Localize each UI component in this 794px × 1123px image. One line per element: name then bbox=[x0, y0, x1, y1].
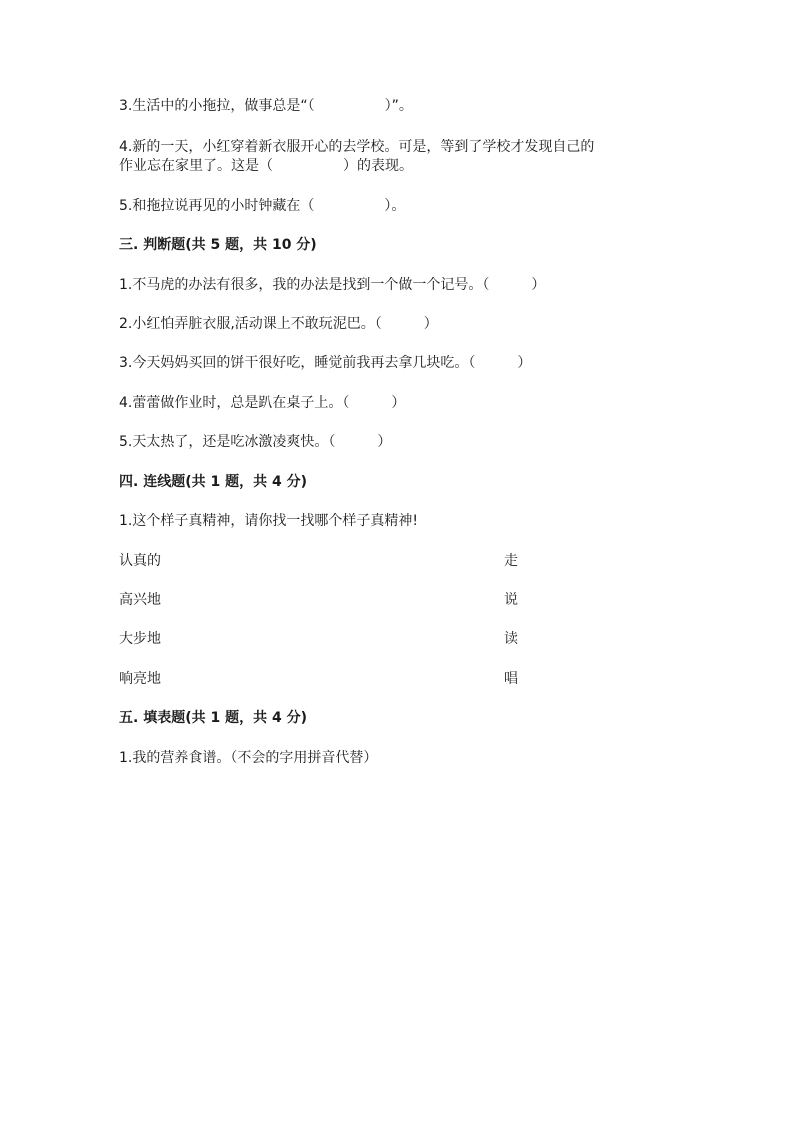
fill-question-4-line-2: 作业忘在家里了。这是（ ）的表现。 bbox=[119, 158, 413, 174]
fill-question-4-line-1: 4.新的一天，小红穿着新衣服开心的去学校。可是，等到了学校才发现自己的 bbox=[119, 139, 595, 155]
match-left-item: 响亮地 bbox=[119, 671, 161, 687]
match-right-item: 读 bbox=[504, 631, 518, 647]
match-left-item: 高兴地 bbox=[119, 592, 161, 608]
judge-section-heading: 三. 判断题(共 5 题，共 10 分) bbox=[119, 237, 317, 253]
match-question: 1.这个样子真精神，请你找一找哪个样子真精神! bbox=[119, 513, 418, 529]
fill-question-3: 3.生活中的小拖拉，做事总是“（ ）”。 bbox=[119, 98, 413, 114]
judge-question-1: 1.不马虎的办法有很多，我的办法是找到一个做一个记号。（ ） bbox=[119, 277, 546, 293]
match-right-item: 唱 bbox=[504, 671, 518, 687]
match-right-item: 走 bbox=[504, 553, 518, 569]
judge-question-2: 2.小红怕弄脏衣服,活动课上不敢玩泥巴。（ ） bbox=[119, 316, 438, 332]
table-section-heading: 五. 填表题(共 1 题，共 4 分) bbox=[119, 710, 307, 726]
match-left-item: 大步地 bbox=[119, 631, 161, 647]
judge-question-5: 5.天太热了，还是吃冰激凌爽快。（ ） bbox=[119, 434, 392, 450]
match-right-item: 说 bbox=[504, 592, 518, 608]
match-left-item: 认真的 bbox=[119, 553, 161, 569]
judge-question-3: 3.今天妈妈买回的饼干很好吃，睡觉前我再去拿几块吃。（ ） bbox=[119, 355, 532, 371]
match-section-heading: 四. 连线题(共 1 题，共 4 分) bbox=[119, 474, 307, 490]
judge-question-4: 4.蕾蕾做作业时，总是趴在桌子上。（ ） bbox=[119, 395, 406, 411]
table-question: 1.我的营养食谱。（不会的字用拼音代替） bbox=[119, 750, 378, 766]
fill-question-5: 5.和拖拉说再见的小时钟藏在（ ）。 bbox=[119, 198, 406, 214]
